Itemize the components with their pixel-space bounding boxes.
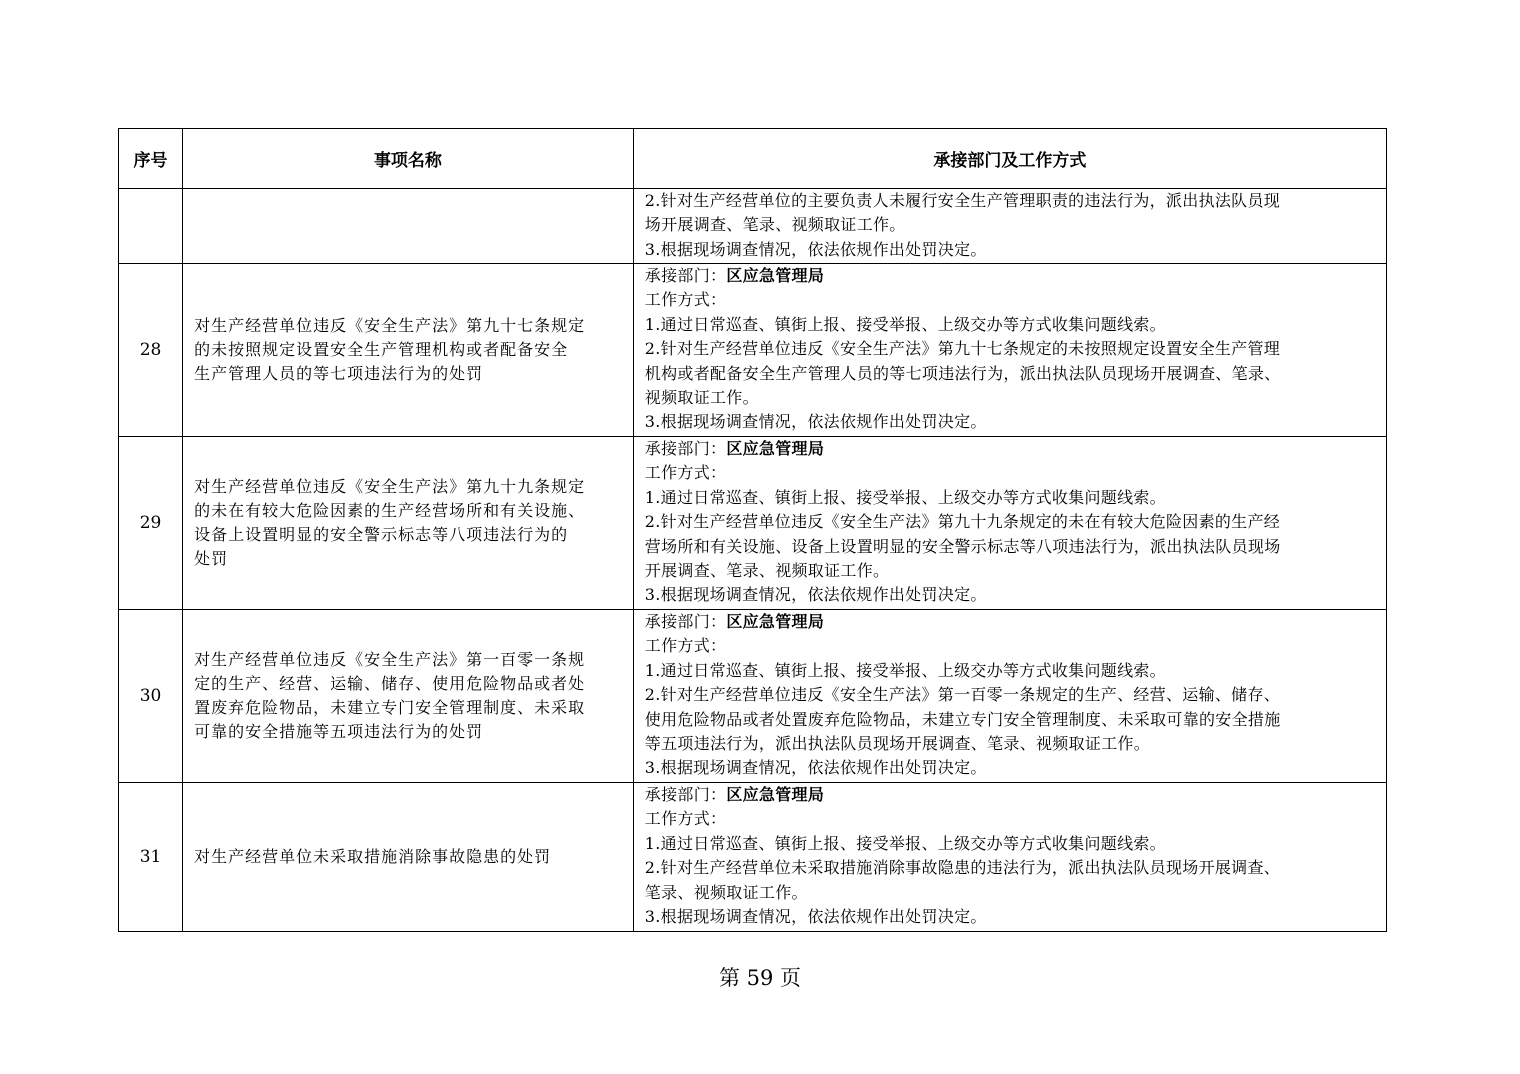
method-line: 2.针对生产经营单位违反《安全生产法》第九十七条规定的未按照规定设置安全生产管理 (644, 339, 1281, 359)
department-method-cell (633, 783, 1386, 932)
header-number: 序号 (119, 129, 183, 189)
method-line: 3.根据现场调查情况，依法依规作出处罚决定。 (644, 585, 987, 605)
method-line: 工作方式： (644, 463, 727, 483)
method-line: 3.根据现场调查情况，依法依规作出处罚决定。 (644, 907, 987, 927)
department-method-cell (633, 264, 1386, 437)
method-line: 使用危险物品或者处置废弃危险物品，未建立专门安全管理制度、未采取可靠的安全措施 (644, 709, 1281, 729)
department-name: 区应急管理局 (726, 266, 825, 285)
row-number-cell (119, 189, 183, 264)
item-name: 对生产经营单位违反《安全生产法》第九十九条规定 的未在有较大危险因素的生产经营场所和有关设施、 设备上设置明显的安全警示标志等八项违法行为的 处罚 (194, 477, 586, 568)
table-row (119, 783, 1387, 932)
table-row (119, 264, 1387, 437)
department-name: 区应急管理局 (726, 439, 825, 458)
table-row-continued (119, 189, 1387, 264)
item-name: 对生产经营单位违反《安全生产法》第一百零一条规 定的生产、经营、运输、储存、使用危险物品或者处 置废弃危险物品，未建立专门安全管理制度、未采取 可靠的安全措施等五项违法行为的处罚 (194, 650, 586, 741)
method-line: 工作方式： (644, 809, 727, 829)
method-line: 2.针对生产经营单位的主要负责人未履行安全生产管理职责的违法行为，派出执法队员现 (644, 191, 1281, 210)
department-line (645, 264, 1378, 288)
method-line: 2.针对生产经营单位违反《安全生产法》第一百零一条规定的生产、经营、运输、储存、 (644, 685, 1281, 705)
table-header-row (119, 129, 1387, 189)
method-line: 1.通过日常巡查、镇街上报、接受举报、上级交办等方式收集问题线索。 (644, 487, 1166, 507)
department-name: 区应急管理局 (726, 785, 825, 804)
row-number: 31 (119, 783, 183, 932)
method-line: 工作方式： (644, 636, 727, 656)
method-line: 开展调查、笔录、视频取证工作。 (644, 561, 890, 581)
department-line (645, 610, 1378, 634)
item-name-cell (183, 437, 634, 610)
item-name-cell (183, 189, 634, 264)
item-name: 对生产经营单位未采取措施消除事故隐患的处罚 (194, 847, 552, 866)
department-method-cell (633, 437, 1386, 610)
department-label: 承接部门： (644, 266, 727, 285)
method-line: 等五项违法行为，派出执法队员现场开展调查、笔录、视频取证工作。 (644, 734, 1151, 754)
item-name: 对生产经营单位违反《安全生产法》第九十七条规定 的未按照规定设置安全生产管理机构或者配备安全 生产管理人员的等七项违法行为的处罚 (194, 316, 586, 383)
method-line: 工作方式： (644, 290, 727, 310)
item-name-cell (183, 610, 634, 783)
method-line: 1.通过日常巡查、镇街上报、接受举报、上级交办等方式收集问题线索。 (644, 314, 1166, 334)
row-number: 29 (119, 437, 183, 610)
department-name: 区应急管理局 (726, 612, 825, 631)
header-item-name: 事项名称 (183, 129, 634, 189)
method-line: 3.根据现场调查情况，依法依规作出处罚决定。 (644, 758, 987, 778)
method-line: 场开展调查、笔录、视频取证工作。 (644, 215, 906, 235)
method-line: 1.通过日常巡查、镇街上报、接受举报、上级交办等方式收集问题线索。 (644, 660, 1166, 680)
item-name-cell (183, 264, 634, 437)
page-number: 第 59 页 (718, 966, 802, 990)
method-line: 机构或者配备安全生产管理人员的等七项违法行为，派出执法队员现场开展调查、笔录、 (644, 363, 1281, 383)
table-row (119, 610, 1387, 783)
item-name-cell (183, 783, 634, 932)
method-line: 3.根据现场调查情况，依法依规作出处罚决定。 (644, 412, 987, 432)
method-line: 营场所和有关设施、设备上设置明显的安全警示标志等八项违法行为，派出执法队员现场 (644, 536, 1281, 556)
department-label: 承接部门： (644, 612, 727, 631)
department-method-cell (633, 189, 1386, 264)
department-label: 承接部门： (644, 785, 727, 804)
department-line (645, 437, 1378, 461)
method-line: 3.根据现场调查情况，依法依规作出处罚决定。 (644, 239, 987, 259)
department-label: 承接部门： (644, 439, 727, 458)
method-line: 1.通过日常巡查、镇街上报、接受举报、上级交办等方式收集问题线索。 (644, 833, 1166, 853)
row-number: 30 (119, 610, 183, 783)
matters-table (118, 128, 1387, 932)
table-row (119, 437, 1387, 610)
method-line: 2.针对生产经营单位违反《安全生产法》第九十九条规定的未在有较大危险因素的生产经 (644, 512, 1281, 532)
method-line: 笔录、视频取证工作。 (644, 882, 808, 902)
method-line: 视频取证工作。 (644, 388, 759, 408)
department-line (645, 783, 1378, 807)
header-department-method: 承接部门及工作方式 (633, 129, 1386, 189)
method-line: 2.针对生产经营单位未采取措施消除事故隐患的违法行为，派出执法队员现场开展调查、 (644, 858, 1281, 878)
row-number: 28 (119, 264, 183, 437)
department-method-cell (633, 610, 1386, 783)
